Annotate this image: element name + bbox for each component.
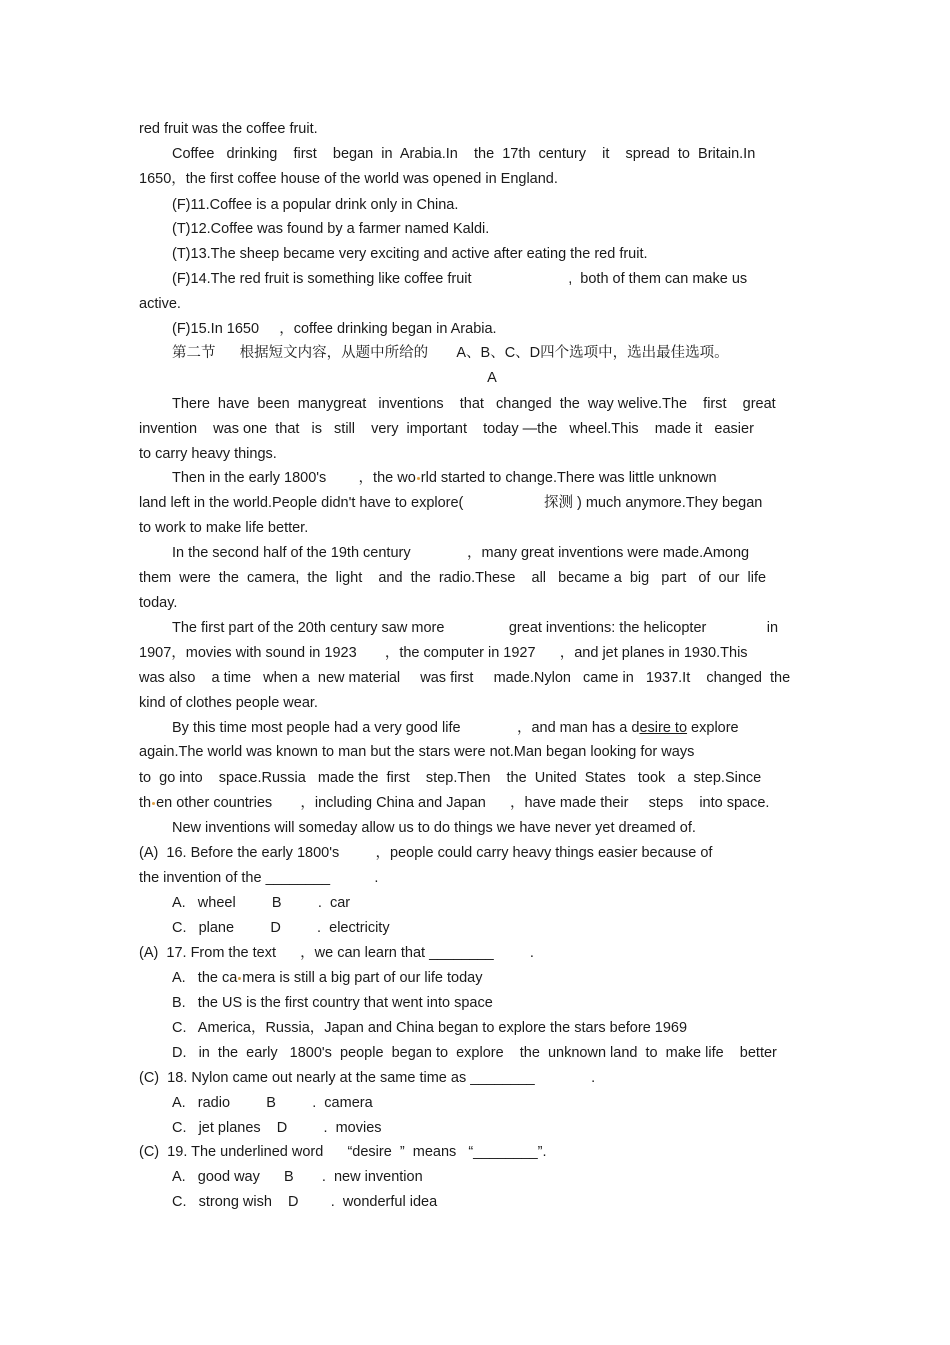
passage-fragment: Then in the early 1800's ，the wo: [172, 470, 416, 486]
option-fragment: A. the ca: [172, 970, 238, 986]
passage-line: invention was one that is still very important today —the wheel.This made it easier: [139, 421, 754, 437]
passage-line: today.: [139, 595, 178, 611]
question-stem: (A) 17. From the text ，we can learn that ________ .: [139, 945, 534, 961]
passage-label: A: [487, 370, 497, 386]
question-stem: the invention of the ________ .: [139, 870, 379, 886]
question-stem: (A) 16. Before the early 1800's ，people could carry heavy things easier because of: [139, 845, 713, 861]
passage-line: In the second half of the 19th century ，many great inventions were made.Among: [172, 545, 750, 561]
question-option: C. strong wish D . wonderful idea: [172, 1194, 438, 1210]
question-option: C. jet planes D . movies: [172, 1120, 382, 1136]
tf-question: (T)12.Coffee was found by a farmer named Kaldi.: [172, 221, 490, 237]
passage-line: [172, 468, 807, 488]
passage-fragment: rld started to change.There was little unknown: [420, 470, 717, 486]
question-option: A. wheel B . car: [172, 895, 351, 911]
section-heading: 第二节 根据短文内容，从题中所给的 A、B、C、D四个选项中，选出最佳选项。: [172, 345, 729, 361]
stray-dot: [152, 802, 155, 805]
question-option: [172, 968, 807, 988]
stray-dot: [417, 477, 420, 480]
passage-line: again.The world was known to man but the stars were not.Man began looking for ways: [139, 744, 695, 760]
passage-line: to go into space.Russia made the first step.Then the United States took a step.Since: [139, 770, 762, 786]
question-option: D. in the early 1800's people began to explore the unknown land to make life better: [172, 1045, 777, 1061]
question-option: C. plane D . electricity: [172, 920, 390, 936]
tf-question: (F)14.The red fruit is something like coffee fruit , both of them can make us: [172, 271, 748, 287]
option-fragment: mera is still a big part of our life today: [242, 970, 483, 986]
passage-line: There have been manygreat inventions that changed the way welive.The first great: [172, 396, 776, 412]
passage-line: The first part of the 20th century saw more great inventions: the helicopter in: [172, 620, 779, 636]
passage-line: [139, 793, 807, 813]
question-option: B. the US is the first country that went into space: [172, 995, 493, 1011]
intro-line: Coffee drinking first began in Arabia.In the 17th century it spread to Britain.In: [172, 146, 756, 162]
passage-line: land left in the world.People didn't have to explore( 探测 ) much anymore.They began: [139, 495, 763, 511]
passage-line: to work to make life better.: [139, 520, 309, 536]
question-stem: (C) 19. The underlined word “desire ” means “________”.: [139, 1144, 547, 1160]
tf-question: (T)13.The sheep became very exciting and active after eating the red fruit.: [172, 246, 648, 262]
tf-question: (F)11.Coffee is a popular drink only in China.: [172, 197, 459, 213]
passage-line: was also a time when a new material was first made.Nylon came in 1937.It changed the: [139, 670, 791, 686]
passage-line: [172, 718, 807, 738]
passage-fragment: en other countries ，including China and Japan ，have made their steps into space.: [156, 795, 770, 811]
passage-line: them were the camera, the light and the radio.These all became a big part of our life: [139, 570, 767, 586]
passage-fragment: explore: [687, 720, 739, 736]
passage-line: kind of clothes people wear.: [139, 695, 318, 711]
stray-dot: [238, 977, 241, 980]
question-option: A. radio B . camera: [172, 1095, 373, 1111]
passage-fragment: th: [139, 795, 152, 811]
question-option: A. good way B . new invention: [172, 1169, 423, 1185]
passage-line: 1907，movies with sound in 1923 ，the computer in 1927 ，and jet planes in 1930.This: [139, 645, 748, 661]
question-option: C. America，Russia，Japan and China began to explore the stars before 1969: [172, 1020, 688, 1036]
passage-line: to carry heavy things.: [139, 446, 277, 462]
tf-question-continued: active.: [139, 296, 181, 312]
intro-line: red fruit was the coffee fruit.: [139, 121, 318, 137]
intro-line: 1650，the first coffee house of the world was opened in England.: [139, 171, 558, 187]
underlined-word-desire: esire to: [639, 720, 688, 736]
tf-question: (F)15.In 1650 ，coffee drinking began in Arabia.: [172, 321, 497, 337]
passage-line: New inventions will someday allow us to do things we have never yet dreamed of.: [172, 820, 696, 836]
question-stem: (C) 18. Nylon came out nearly at the same time as ________ .: [139, 1070, 596, 1086]
passage-fragment: By this time most people had a very good life ，and man has a d: [172, 720, 640, 736]
